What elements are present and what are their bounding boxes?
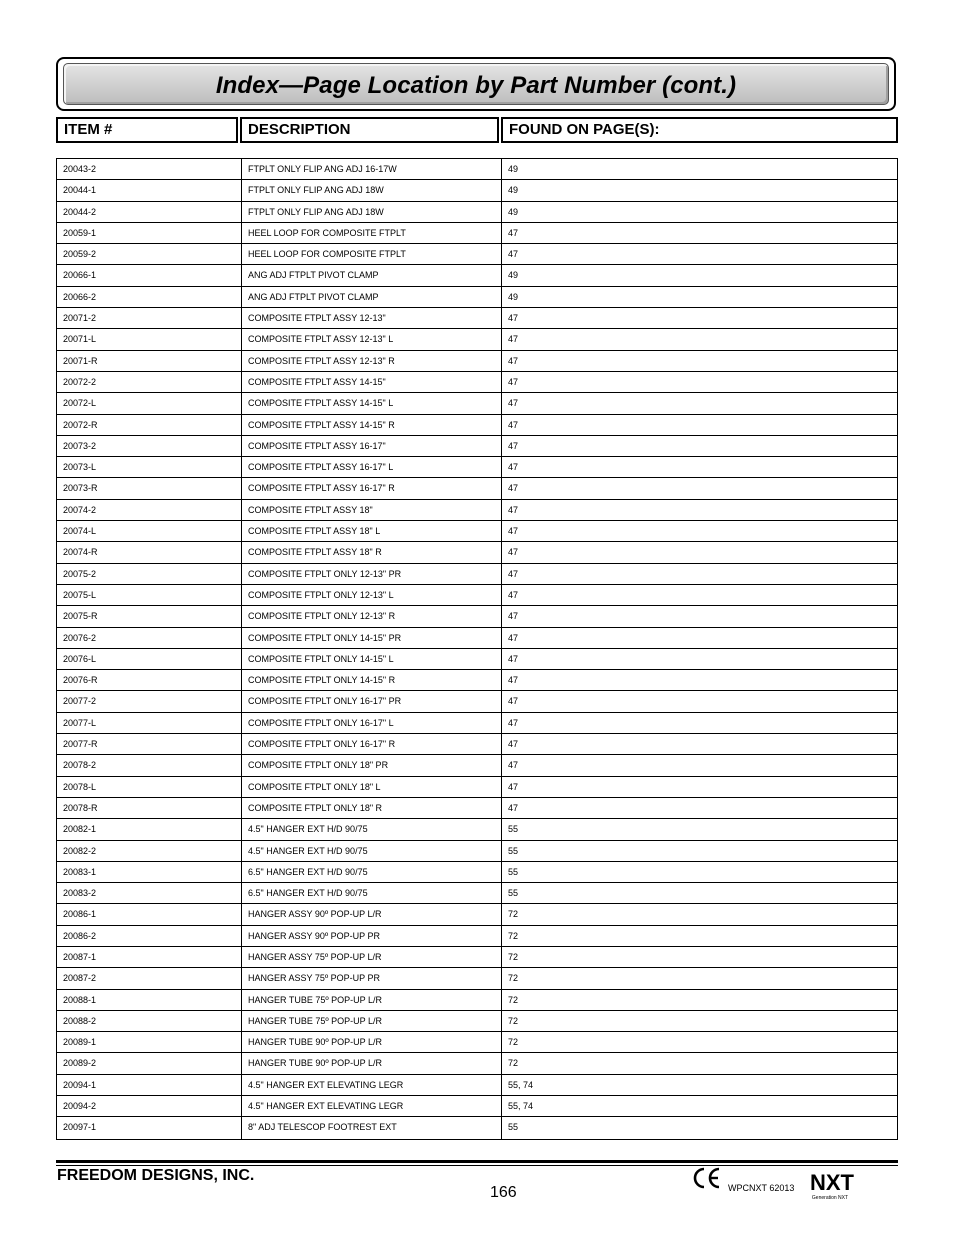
pages-cell: 55, 74: [508, 1101, 534, 1112]
item-number-cell: 20082-1: [57, 819, 242, 839]
item-number-cell: 20077-2: [57, 691, 242, 711]
pages-cell: 49: [508, 291, 519, 302]
item-number-cell: 20073-2: [57, 436, 242, 456]
description-cell: COMPOSITE FTPLT ONLY 16-17" L: [242, 713, 502, 733]
table-row: [57, 819, 897, 840]
description-cell: FTPLT ONLY FLIP ANG ADJ 18W: [242, 202, 502, 222]
item-number-cell: 20076-L: [57, 649, 242, 669]
pages-cell: 47: [508, 355, 519, 366]
table-row: [57, 287, 897, 308]
item-number-cell: 20074-L: [57, 521, 242, 541]
pages-cell: 47: [508, 568, 519, 579]
footer-rule-thick: [56, 1160, 898, 1163]
item-number-cell: 20059-2: [57, 244, 242, 264]
pages-cell: 47: [508, 462, 519, 473]
table-row: [57, 585, 897, 606]
item-number-cell: 20066-2: [57, 287, 242, 307]
header-item-number: ITEM #: [56, 117, 238, 143]
header-description: DESCRIPTION: [240, 117, 499, 143]
pages-cell: 55: [508, 845, 519, 856]
item-number-cell: 20066-1: [57, 265, 242, 285]
table-row: [57, 1032, 897, 1053]
pages-cell: 49: [508, 164, 519, 174]
item-number-cell: 20078-L: [57, 777, 242, 797]
description-cell: COMPOSITE FTPLT ASSY 12-13": [242, 308, 502, 328]
pages-cell: 49: [508, 206, 519, 217]
description-cell: COMPOSITE FTPLT ASSY 12-13" L: [242, 329, 502, 349]
table-row: [57, 628, 897, 649]
item-number-cell: 20083-1: [57, 862, 242, 882]
table-row: [57, 883, 897, 904]
item-number-cell: 20086-1: [57, 904, 242, 924]
pages-cell: 47: [508, 249, 519, 260]
pages-cell: 47: [508, 227, 519, 238]
description-cell: HANGER TUBE 75º POP-UP L/R: [242, 1011, 502, 1031]
item-number-cell: 20094-1: [57, 1075, 242, 1095]
description-cell: COMPOSITE FTPLT ASSY 14-15": [242, 372, 502, 392]
table-row: [57, 351, 897, 372]
item-number-cell: 20086-2: [57, 926, 242, 946]
item-number-cell: 20094-2: [57, 1096, 242, 1116]
item-number-cell: 20074-2: [57, 500, 242, 520]
table-row: [57, 841, 897, 862]
table-row: [57, 457, 897, 478]
description-cell: COMPOSITE FTPLT ONLY 16-17" PR: [242, 691, 502, 711]
item-number-cell: 20082-2: [57, 841, 242, 861]
description-cell: COMPOSITE FTPLT ASSY 14-15" L: [242, 393, 502, 413]
nxt-logo-text: NXT: [810, 1170, 854, 1195]
pages-cell: 47: [508, 526, 519, 537]
description-cell: HANGER ASSY 75º POP-UP L/R: [242, 947, 502, 967]
table-row: [57, 713, 897, 734]
table-row: [57, 244, 897, 265]
description-cell: HANGER TUBE 90º POP-UP L/R: [242, 1053, 502, 1073]
pages-cell: 72: [508, 1058, 519, 1069]
item-number-cell: 20072-R: [57, 415, 242, 435]
table-header: [56, 117, 898, 143]
description-cell: 4.5" HANGER EXT H/D 90/75: [242, 819, 502, 839]
table-row: [57, 777, 897, 798]
table-row: [57, 478, 897, 499]
item-number-cell: 20044-2: [57, 202, 242, 222]
description-cell: 4.5" HANGER EXT ELEVATING LEGR: [242, 1096, 502, 1116]
pages-cell: 72: [508, 1037, 519, 1048]
table-row: [57, 521, 897, 542]
item-number-cell: 20097-1: [57, 1117, 242, 1138]
pages-cell: 55, 74: [508, 1079, 534, 1090]
description-cell: COMPOSITE FTPLT ONLY 12-13" PR: [242, 564, 502, 584]
description-cell: COMPOSITE FTPLT ONLY 14-15" PR: [242, 628, 502, 648]
pages-cell: 47: [508, 611, 519, 622]
pages-cell: 47: [508, 376, 519, 387]
ce-mark-icon: [692, 1166, 722, 1190]
description-cell: HANGER TUBE 75º POP-UP L/R: [242, 990, 502, 1010]
item-number-cell: 20075-2: [57, 564, 242, 584]
item-number-cell: 20071-2: [57, 308, 242, 328]
pages-cell: 47: [508, 313, 519, 324]
pages-cell: 72: [508, 1015, 519, 1026]
item-number-cell: 20071-R: [57, 351, 242, 371]
description-cell: COMPOSITE FTPLT ASSY 16-17" R: [242, 478, 502, 498]
nxt-logo-subtext: Generation NXT: [811, 1195, 849, 1200]
description-cell: COMPOSITE FTPLT ONLY 12-13" L: [242, 585, 502, 605]
table-row: [57, 372, 897, 393]
item-number-cell: 20078-R: [57, 798, 242, 818]
item-number-cell: 20088-2: [57, 1011, 242, 1031]
table-row: [57, 564, 897, 585]
table-row: [57, 904, 897, 925]
description-cell: ANG ADJ FTPLT PIVOT CLAMP: [242, 265, 502, 285]
table-row: [57, 968, 897, 989]
description-cell: ANG ADJ FTPLT PIVOT CLAMP: [242, 287, 502, 307]
item-number-cell: 20083-2: [57, 883, 242, 903]
table-row: [57, 862, 897, 883]
pages-cell: 47: [508, 398, 519, 409]
pages-cell: 72: [508, 951, 519, 962]
table-row: [57, 926, 897, 947]
item-number-cell: 20059-1: [57, 223, 242, 243]
table-row: [57, 265, 897, 286]
pages-cell: 49: [508, 185, 519, 196]
item-number-cell: 20043-2: [57, 159, 242, 179]
pages-cell: 47: [508, 653, 519, 664]
pages-cell: 47: [508, 802, 519, 813]
description-cell: FTPLT ONLY FLIP ANG ADJ 16-17W: [242, 159, 502, 179]
description-cell: 4.5" HANGER EXT ELEVATING LEGR: [242, 1075, 502, 1095]
pages-cell: 55: [508, 1122, 519, 1133]
item-number-cell: 20077-R: [57, 734, 242, 754]
title-banner: [56, 57, 896, 111]
description-cell: HEEL LOOP FOR COMPOSITE FTPLT: [242, 244, 502, 264]
pages-cell: 47: [508, 632, 519, 643]
description-cell: COMPOSITE FTPLT ASSY 16-17": [242, 436, 502, 456]
pages-cell: 47: [508, 696, 519, 707]
table-row: [57, 1053, 897, 1074]
description-cell: COMPOSITE FTPLT ONLY 14-15" L: [242, 649, 502, 669]
description-cell: HANGER ASSY 90º POP-UP L/R: [242, 904, 502, 924]
pages-cell: 47: [508, 589, 519, 600]
title-banner-inner: [63, 63, 889, 105]
description-cell: COMPOSITE FTPLT ONLY 12-13" R: [242, 606, 502, 626]
table-row: [57, 1011, 897, 1032]
description-cell: 4.5" HANGER EXT H/D 90/75: [242, 841, 502, 861]
table-row: [57, 1096, 897, 1117]
pages-cell: 47: [508, 440, 519, 451]
header-found-on-pages: FOUND ON PAGE(S):: [501, 117, 898, 143]
description-cell: HEEL LOOP FOR COMPOSITE FTPLT: [242, 223, 502, 243]
pages-cell: 55: [508, 866, 519, 877]
footer-rule-thin: [56, 1165, 898, 1166]
pages-cell: 47: [508, 419, 519, 430]
description-cell: FTPLT ONLY FLIP ANG ADJ 18W: [242, 180, 502, 200]
item-number-cell: 20089-2: [57, 1053, 242, 1073]
pages-cell: 47: [508, 675, 519, 686]
pages-cell: 47: [508, 717, 519, 728]
pages-cell: 47: [508, 781, 519, 792]
description-cell: HANGER ASSY 90º POP-UP PR: [242, 926, 502, 946]
table-row: [57, 734, 897, 755]
pages-cell: 47: [508, 483, 519, 494]
pages-cell: 47: [508, 547, 519, 558]
table-row: [57, 500, 897, 521]
item-number-cell: 20044-1: [57, 180, 242, 200]
item-number-cell: 20077-L: [57, 713, 242, 733]
description-cell: COMPOSITE FTPLT ASSY 18": [242, 500, 502, 520]
table-row: [57, 649, 897, 670]
table-row: [57, 691, 897, 712]
page-title: Index—Page Location by Part Number (cont.): [215, 72, 737, 99]
table-row: [57, 798, 897, 819]
page-number: 166: [490, 1184, 517, 1201]
pages-cell: 49: [508, 270, 519, 281]
item-number-cell: 20087-1: [57, 947, 242, 967]
table-row: [57, 415, 897, 436]
document-code: WPCNXT 62013: [728, 1183, 795, 1193]
item-number-cell: 20076-R: [57, 670, 242, 690]
pages-cell: 72: [508, 973, 519, 984]
table-row: [57, 393, 897, 414]
table-row: [57, 308, 897, 329]
description-cell: COMPOSITE FTPLT ASSY 12-13" R: [242, 351, 502, 371]
description-cell: COMPOSITE FTPLT ONLY 18" PR: [242, 755, 502, 775]
table-row: [57, 329, 897, 350]
table-row: [57, 159, 897, 180]
description-cell: HANGER TUBE 90º POP-UP L/R: [242, 1032, 502, 1052]
description-cell: COMPOSITE FTPLT ASSY 16-17" L: [242, 457, 502, 477]
description-cell: 8" ADJ TELESCOP FOOTREST EXT: [242, 1117, 502, 1138]
item-number-cell: 20073-L: [57, 457, 242, 477]
pages-cell: 47: [508, 504, 519, 515]
description-cell: COMPOSITE FTPLT ONLY 16-17" R: [242, 734, 502, 754]
pages-cell: 72: [508, 909, 519, 920]
table-row: [57, 202, 897, 223]
nxt-logo: [808, 1170, 856, 1200]
description-cell: COMPOSITE FTPLT ASSY 18" L: [242, 521, 502, 541]
table-row: [57, 1075, 897, 1096]
pages-cell: 47: [508, 760, 519, 771]
item-number-cell: 20071-L: [57, 329, 242, 349]
item-number-cell: 20076-2: [57, 628, 242, 648]
item-number-cell: 20089-1: [57, 1032, 242, 1052]
pages-cell: 55: [508, 824, 519, 835]
description-cell: COMPOSITE FTPLT ONLY 18" R: [242, 798, 502, 818]
table-row: [57, 436, 897, 457]
description-cell: COMPOSITE FTPLT ASSY 18" R: [242, 542, 502, 562]
item-number-cell: 20072-2: [57, 372, 242, 392]
table-row: [57, 670, 897, 691]
description-cell: 6.5" HANGER EXT H/D 90/75: [242, 883, 502, 903]
table-row: [57, 1117, 897, 1138]
item-number-cell: 20072-L: [57, 393, 242, 413]
item-number-cell: 20088-1: [57, 990, 242, 1010]
pages-cell: 55: [508, 888, 519, 899]
table-row: [57, 223, 897, 244]
item-number-cell: 20075-R: [57, 606, 242, 626]
item-number-cell: 20087-2: [57, 968, 242, 988]
description-cell: COMPOSITE FTPLT ASSY 14-15" R: [242, 415, 502, 435]
table-row: [57, 180, 897, 201]
pages-cell: 47: [508, 334, 519, 345]
table-row: [57, 542, 897, 563]
description-cell: 6.5" HANGER EXT H/D 90/75: [242, 862, 502, 882]
description-cell: COMPOSITE FTPLT ONLY 18" L: [242, 777, 502, 797]
company-name: FREEDOM DESIGNS, INC.: [57, 1167, 255, 1184]
table-row: [57, 990, 897, 1011]
pages-cell: 72: [508, 994, 519, 1005]
table-row: [57, 947, 897, 968]
item-number-cell: 20075-L: [57, 585, 242, 605]
description-cell: COMPOSITE FTPLT ONLY 14-15" R: [242, 670, 502, 690]
item-number-cell: 20073-R: [57, 478, 242, 498]
pages-cell: 47: [508, 739, 519, 750]
table-row: [57, 606, 897, 627]
item-number-cell: 20074-R: [57, 542, 242, 562]
parts-table: [56, 158, 898, 1140]
table-row: [57, 755, 897, 776]
item-number-cell: 20078-2: [57, 755, 242, 775]
pages-cell: 72: [508, 930, 519, 941]
description-cell: HANGER ASSY 75º POP-UP PR: [242, 968, 502, 988]
